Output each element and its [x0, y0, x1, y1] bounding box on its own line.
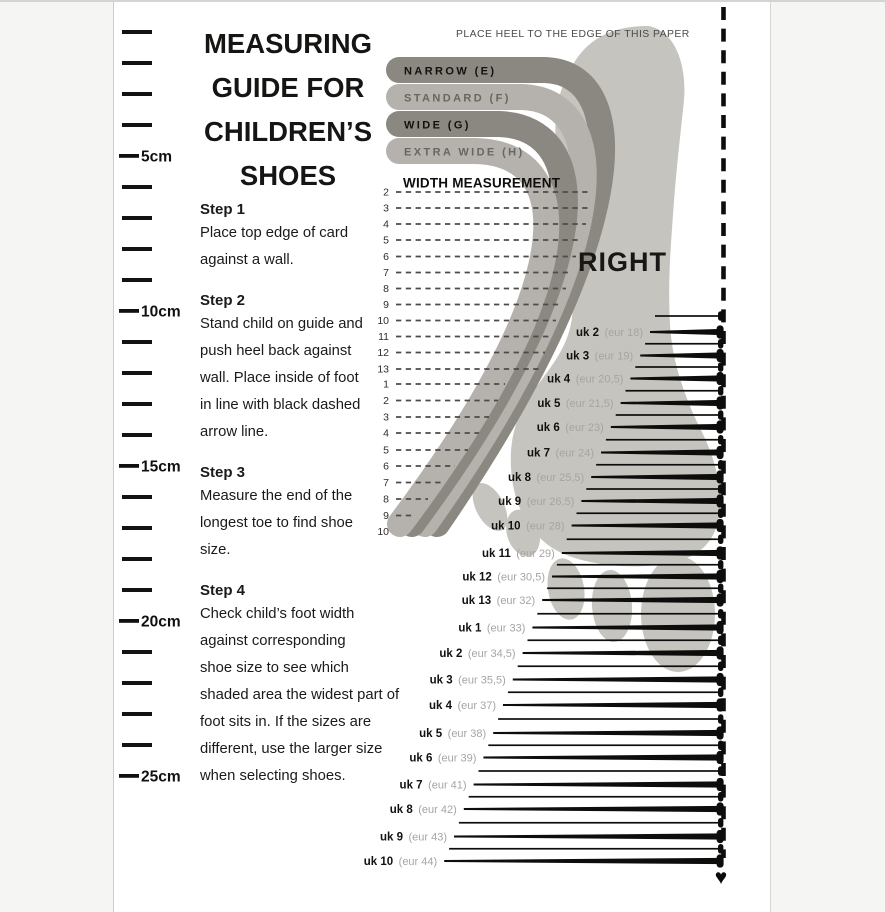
title-line-2: GUIDE FOR — [211, 72, 365, 103]
step-text-line: in line with black dashed — [200, 397, 361, 413]
step-text-line: shaded area the widest part of — [200, 687, 400, 703]
size-line — [464, 806, 722, 812]
half-size-line — [498, 718, 723, 720]
half-size-line — [479, 770, 724, 772]
size-label: uk 8 (eur 25,5) — [507, 472, 585, 484]
ruler-tick — [122, 402, 152, 406]
ruler-tick — [122, 185, 152, 189]
ruler-label: 25cm — [141, 768, 181, 786]
width-row-number: 9 — [383, 510, 389, 522]
width-row-number: 2 — [383, 395, 389, 407]
size-line — [444, 858, 722, 864]
width-row-number: 13 — [377, 363, 389, 376]
ruler-label: 15cm — [141, 458, 181, 476]
half-size-line — [645, 343, 723, 345]
ruler-tick — [122, 743, 152, 747]
size-label: uk 9 (eur 43) — [379, 831, 447, 844]
ruler-tick — [122, 278, 152, 282]
step-text-line: Check child’s foot width — [200, 606, 355, 622]
size-label: uk 3 (eur 19) — [566, 350, 634, 363]
step-title: Step 1 — [200, 201, 246, 218]
step-text-line: size. — [200, 542, 231, 558]
size-label: uk 2 (eur 18) — [575, 327, 643, 339]
size-label: uk 7 (eur 24) — [526, 447, 594, 460]
half-size-line — [557, 564, 723, 566]
half-size-line — [508, 691, 723, 693]
size-label: uk 4 (eur 37) — [428, 700, 496, 712]
step-title: Step 2 — [200, 292, 246, 309]
width-row-number: 8 — [383, 493, 389, 506]
width-row-number: 4 — [383, 218, 389, 231]
step-text-line: shoe size to see which — [200, 660, 349, 676]
half-size-line — [655, 315, 723, 317]
ruler-tick — [122, 61, 152, 65]
ruler-labeled-tick — [119, 619, 139, 623]
step-text-line: when selecting shoes. — [200, 768, 346, 784]
right-foot-label: RIGHT — [578, 247, 667, 277]
half-size-line — [586, 488, 723, 490]
step-text-line: Stand child on guide and — [200, 316, 363, 332]
size-label: uk 5 (eur 21,5) — [537, 398, 614, 410]
ruler-tick — [122, 495, 152, 499]
size-label: uk 10 (eur 28) — [491, 520, 565, 533]
width-row-number: 8 — [383, 283, 389, 295]
ruler-tick — [122, 650, 152, 654]
size-label: uk 12 (eur 30,5) — [462, 571, 545, 584]
width-row-number: 7 — [383, 477, 389, 489]
ruler-label: 10cm — [141, 303, 181, 321]
half-size-line — [626, 390, 724, 392]
band-label-standard: STANDARD (F) — [404, 92, 511, 105]
half-size-line — [469, 796, 723, 798]
width-row-number: 7 — [383, 267, 389, 279]
half-size-line — [616, 414, 723, 416]
band-label-extra-wide: EXTRA WIDE (H) — [404, 146, 525, 159]
ruler-tick — [122, 526, 152, 530]
size-line — [474, 781, 722, 787]
width-row-number: 5 — [383, 444, 389, 457]
step-text-line: against corresponding — [200, 633, 346, 649]
size-label: uk 5 (eur 38) — [419, 728, 487, 740]
half-size-line — [518, 665, 723, 667]
cm-ruler — [119, 30, 181, 786]
step-text-line: arrow line. — [200, 424, 269, 440]
size-label: uk 4 (eur 20,5) — [547, 373, 624, 386]
ruler-labeled-tick — [119, 309, 139, 313]
ruler-tick — [122, 216, 152, 220]
size-label: uk 6 (eur 23) — [536, 422, 604, 434]
size-label: uk 8 (eur 42) — [389, 804, 457, 816]
width-row-number: 6 — [383, 251, 389, 263]
step-text-line: longest toe to find shoe — [200, 515, 354, 531]
title-line-1: MEASURING — [203, 28, 373, 59]
title-line-3: CHILDREN’S — [203, 116, 373, 147]
step-title: Step 4 — [200, 582, 246, 599]
half-size-line-cap — [718, 386, 723, 395]
width-row-number: 6 — [383, 460, 389, 473]
size-line — [503, 702, 722, 708]
ruler-label: 20cm — [141, 613, 181, 631]
size-label: uk 10 (eur 44) — [363, 856, 438, 868]
width-row-number: 2 — [383, 186, 389, 199]
ruler-tick — [122, 247, 152, 251]
size-label: uk 2 (eur 34,5) — [439, 648, 516, 660]
width-row-number: 3 — [383, 411, 389, 424]
size-label: uk 13 (eur 32) — [461, 595, 536, 607]
width-row-number: 12 — [377, 347, 389, 359]
width-row-number: 11 — [378, 331, 389, 343]
width-row-number: 4 — [383, 427, 389, 440]
half-size-line — [606, 439, 723, 441]
size-line — [483, 754, 722, 760]
width-row-number: 10 — [377, 315, 389, 327]
half-size-line — [537, 613, 723, 615]
ruler-tick — [122, 30, 152, 34]
ruler-label: 5cm — [141, 148, 173, 166]
half-size-line — [577, 512, 724, 514]
band-label-wide: WIDE (G) — [404, 119, 471, 132]
width-row-number: 9 — [383, 299, 389, 311]
ruler-labeled-tick — [119, 154, 139, 158]
step-text-line: against a wall. — [200, 252, 294, 268]
size-line — [493, 730, 722, 736]
size-label: uk 9 (eur 26,5) — [498, 496, 575, 508]
ruler-labeled-tick — [119, 464, 139, 468]
ruler-tick — [122, 712, 152, 716]
half-size-line — [449, 848, 723, 850]
ruler-tick — [122, 123, 152, 127]
width-row-number: 3 — [383, 202, 389, 215]
size-label: uk 1 (eur 33) — [458, 622, 526, 635]
size-line — [523, 650, 722, 656]
half-size-line-cap — [718, 818, 723, 827]
ruler-tick — [122, 340, 152, 344]
half-size-line — [567, 538, 723, 540]
toe-ellipse — [590, 569, 635, 644]
size-label: uk 3 (eur 35,5) — [429, 674, 506, 687]
ruler-tick — [122, 433, 152, 437]
size-line — [454, 833, 722, 839]
step-text-line: Measure the end of the — [200, 488, 353, 504]
step-text-line: foot sits in. If the sizes are — [200, 714, 372, 730]
size-line — [513, 676, 722, 682]
step-text-line: Place top edge of card — [200, 225, 349, 241]
ruler-tick — [122, 92, 152, 96]
half-size-line — [635, 366, 723, 368]
half-size-line — [459, 822, 723, 824]
step-text-line: wall. Place inside of foot — [200, 370, 359, 386]
width-row-number: 1 — [383, 378, 389, 391]
size-label: uk 7 (eur 41) — [399, 779, 467, 792]
half-size-line-cap — [718, 560, 723, 569]
band-label-narrow: NARROW (E) — [404, 65, 497, 78]
ruler-tick — [122, 588, 152, 592]
heel-note: PLACE HEEL TO THE EDGE OF THIS PAPER — [456, 29, 690, 40]
size-label: uk 11 (eur 29) — [481, 548, 555, 560]
width-row-number: 10 — [377, 526, 389, 538]
step-text-line: different, use the larger size — [200, 741, 383, 757]
ruler-tick — [122, 557, 152, 561]
half-size-line — [528, 639, 724, 641]
ruler-tick — [122, 681, 152, 685]
half-size-line — [596, 464, 723, 466]
half-size-line — [488, 744, 723, 746]
ruler-labeled-tick — [119, 774, 139, 778]
width-row-number: 5 — [383, 234, 389, 247]
width-measurement-title: WIDTH MEASUREMENT — [403, 175, 561, 191]
step-title: Step 3 — [200, 464, 246, 481]
ruler-tick — [122, 371, 152, 375]
size-label: uk 6 (eur 39) — [409, 752, 477, 765]
half-size-line — [547, 587, 723, 589]
step-text-line: push heel back against — [200, 343, 352, 359]
title-line-4: SHOES — [239, 160, 337, 191]
heart-icon: ♥ — [714, 866, 728, 889]
